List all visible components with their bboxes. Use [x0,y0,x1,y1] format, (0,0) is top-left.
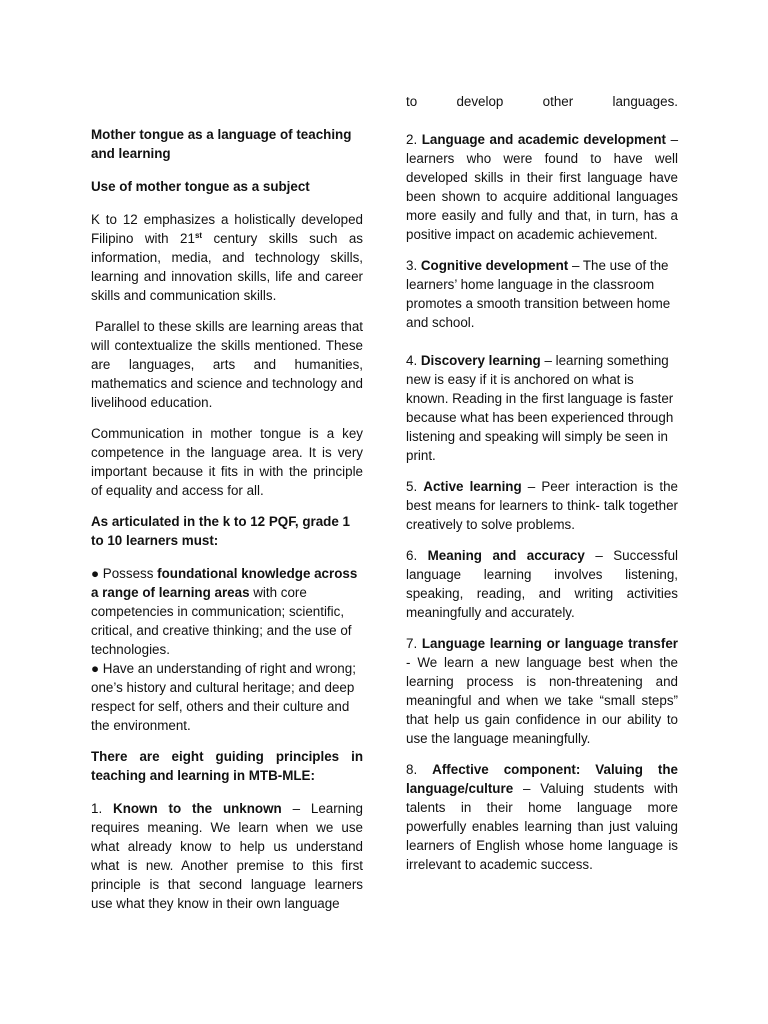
paragraph-text: century skills such as information, media, and technology skills, learning and innovation skills, life and career skills and communication skills. [91,231,364,303]
principle-title: Affective component: Valuing the language/culture [406,762,678,796]
bullet-text: with core competencies in communication; scientific, critical, and creative thinking; and the use of technologies. [91,585,352,657]
principles-heading: There are eight guiding principles in teaching and learning in MTB-MLE: [91,749,363,783]
principle-item [406,634,678,748]
list-heading: As articulated in the k to 12 PQF, grade 1 to 10 learners must: [91,514,350,548]
principle-item [91,799,363,913]
paragraph: Parallel to these skills are learning areas that will contextualize the skills mentioned. These are languages, arts and humanities, mathematics and science and technology and livelihood education. [91,319,367,410]
principle-number: 7. [406,636,422,651]
principle-title: Language learning or language transfer [421,636,679,651]
principle-item [406,256,678,332]
principle-number: 4. [406,353,421,368]
principle-number: 2. [406,132,422,147]
principle-text: – Successful language learning involves listening, speaking, reading, and writing activities meaningfully and accurately. [406,548,678,620]
principle-item [406,130,678,244]
paragraph: Communication in mother tongue is a key competence in the language area. It is very important because it fits in with the principle of equality and access for all. [91,426,363,498]
paragraph [91,210,363,305]
principle-title: Meaning and accuracy [427,548,585,563]
left-column [91,125,367,913]
principle-title: Language and academic development [421,132,667,147]
principle-text: – Peer interaction is the best means for learners to think- talk together creatively to solve problems. [406,479,679,532]
principle-number: 5. [406,479,424,494]
principle-text: – The use of the learners’ home language in the classroom promotes a smooth transition between home and school. [406,258,671,330]
bullet-text: ● Possess [91,566,158,581]
principle-text: – Learning requires meaning. We learn when we use what already know to help us understand what is new. Another premise to this first principle is that second language learners use what they know in their own language [91,801,363,911]
principle-item [406,477,678,534]
principle-item [406,546,678,622]
principle-text: - We learn a new language best when the learning process is non-threatening and meaningful and when we take “small steps” that help us gain confidence in our ability to use the language meaningfully. [406,655,678,746]
principle-number: 1. [91,801,114,816]
principle-text: – Valuing students with talents in their home language more powerfully enables learning than just valuing learners of English whose home language is irrelevant to academic success. [406,781,678,872]
bullet-item [91,564,363,659]
principle-number: 8. [406,762,433,777]
principle-number: 6. [406,548,428,563]
bullet-bold-text: foundational knowledge across a range of learning areas [91,566,358,600]
principle-item [406,351,678,465]
section-heading: Mother tongue as a language of teaching and learning [91,127,352,161]
bullet-item: ● Have an understanding of right and wrong; one’s history and cultural heritage; and deep respect for self, others and their culture and the environment. [91,661,356,733]
continued-text: to develop other languages. [406,94,678,109]
principle-text: – learners who were found to have well developed skills in their first language have been shown to acquire additional languages more easily and fully and that, in turn, has a positive impact on academic achievement. [406,132,679,242]
principle-text: – learning something new is easy if it is anchored on what is known. Reading in the first language is faster because what has been experienced through listening and speaking will simply be seen in print. [406,353,674,463]
superscript: st [194,231,203,240]
paragraph-text: K to 12 emphasizes a holistically developed Filipino with 21 [91,212,363,246]
principle-title: Discovery learning [420,353,541,368]
principle-title: Cognitive development [420,258,569,273]
principle-title: Known to the unknown [113,801,282,816]
principle-number: 3. [406,258,421,273]
principle-item [406,760,678,874]
subsection-heading: Use of mother tongue as a subject [91,179,310,194]
principle-title: Active learning [423,479,522,494]
right-column [406,92,678,874]
